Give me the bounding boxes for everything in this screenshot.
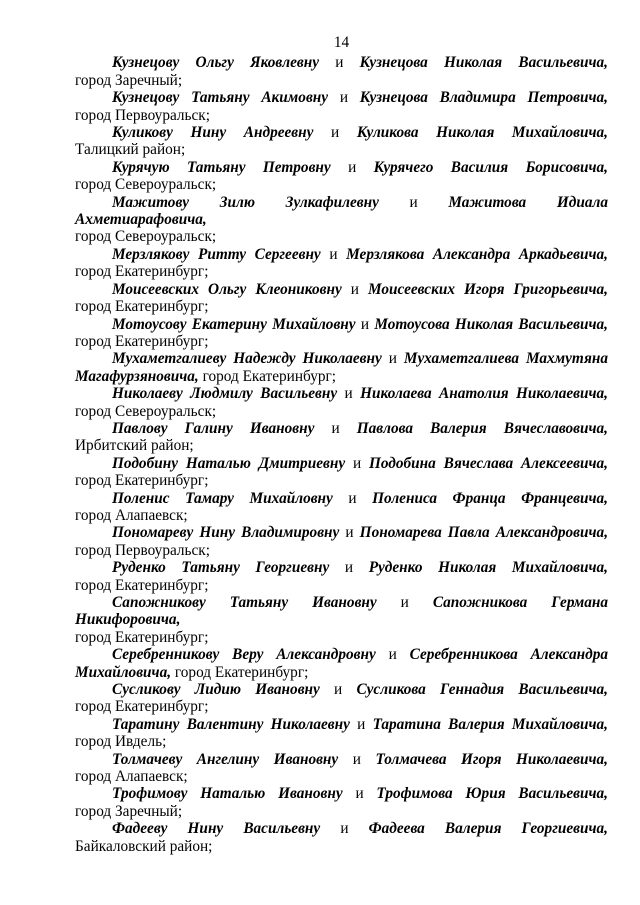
- wife-name: Сапожникову Татьяну Ивановну: [112, 594, 377, 611]
- wife-name: Фадееву Нину Васильевну: [112, 820, 321, 838]
- wife-name: Трофимову Наталью Ивановну: [112, 785, 343, 803]
- entry-place-line: [75, 263, 608, 280]
- place-name: город Екатеринбург;: [202, 367, 337, 385]
- wife-name: Кузнецову Татьяну Акимовну: [112, 89, 329, 107]
- husband-name: Трофимова Юрия Васильевича,: [376, 785, 608, 803]
- wife-name: Мажитову Зилю Зулкафилевну: [112, 193, 379, 211]
- husband-name: Полениса Франца Францевича,: [372, 489, 608, 507]
- list-item: [75, 820, 608, 855]
- entry-place-line: [75, 107, 608, 124]
- place-name: город Екатеринбург;: [75, 628, 209, 646]
- entry-place-line: [75, 368, 608, 385]
- place-name: город Алапаевск;: [75, 506, 188, 524]
- entry-names-line: [75, 820, 608, 837]
- entry-names-line: [75, 716, 608, 733]
- wife-name: Пономареву Нину Владимировну: [112, 524, 340, 542]
- place-name: город Екатеринбург;: [174, 663, 309, 681]
- entry-place-line: [75, 507, 608, 524]
- place-name: Байкаловский район;: [75, 837, 213, 855]
- list-item: [75, 594, 608, 646]
- place-name: город Заречный;: [75, 71, 183, 89]
- husband-name: Сусликова Геннадия Васильевича,: [356, 681, 609, 699]
- list-item: [75, 681, 608, 716]
- entry-names-line: [75, 751, 608, 768]
- list-item: [75, 785, 608, 820]
- wife-name: Толмачеву Ангелину Ивановну: [112, 750, 339, 768]
- conjunction: и: [348, 158, 357, 176]
- entry-names-line: [75, 559, 608, 576]
- wife-name: Кузнецову Ольгу Яковлевну: [112, 54, 320, 72]
- list-item: [75, 646, 608, 681]
- husband-name: Подобина Вячеслава Алексеевича,: [368, 454, 608, 472]
- list-item: [75, 716, 608, 751]
- list-item: [75, 281, 608, 316]
- entry-place-line: [75, 542, 608, 559]
- wife-name: Мотоусову Екатерину Михайловну: [112, 315, 356, 333]
- list-item: [75, 751, 608, 786]
- entry-place-line: [75, 333, 608, 350]
- entry-names-line: [75, 316, 608, 333]
- entry-place-line: [75, 698, 608, 715]
- husband-name: Мухаметгалиева Махмутяна: [403, 350, 608, 368]
- list-item: [75, 385, 608, 420]
- place-name: Ирбитский район;: [75, 437, 194, 455]
- list-item: [75, 420, 608, 455]
- place-name: город Первоуральск;: [75, 106, 210, 124]
- husband-name: Моисеевских Игоря Григорьевича,: [367, 280, 609, 298]
- list-item: [75, 316, 608, 351]
- conjunction: и: [335, 54, 344, 72]
- entry-names-line: [75, 54, 608, 71]
- husband-name: Кузнецова Николая Васильевича,: [359, 54, 609, 72]
- place-name: город Екатеринбург;: [75, 332, 209, 350]
- entry-place-line: [75, 803, 608, 820]
- conjunction: и: [352, 454, 362, 472]
- wife-name: Подобину Наталью Дмитриевну: [112, 454, 346, 472]
- conjunction: и: [348, 489, 357, 507]
- place-name: город Екатеринбург;: [75, 472, 209, 490]
- list-item: [75, 89, 608, 124]
- list-item: [75, 490, 608, 525]
- husband-name: Серебренникова Александра: [409, 646, 609, 664]
- husband-name: Мерзлякова Александра Аркадьевича,: [346, 245, 608, 263]
- entry-place-line: [75, 176, 608, 193]
- husband-name-tail: Михайловича,: [75, 663, 172, 681]
- husband-name: Сапожникова Германа Никифоровича,: [75, 594, 608, 629]
- husband-name: Толмачева Игоря Николаевича,: [375, 750, 608, 768]
- wife-name: Руденко Татьяну Георгиевну: [112, 559, 330, 577]
- wife-name: Куликову Нину Андреевну: [112, 124, 314, 142]
- wife-name: Курячую Татьяну Петровну: [112, 158, 331, 176]
- wife-name: Сусликову Лидию Ивановну: [112, 681, 320, 699]
- husband-name: Кузнецова Владимира Петровича,: [359, 89, 608, 107]
- list-item: [75, 194, 608, 246]
- entry-names-line: [75, 681, 608, 698]
- entry-names-line: [75, 159, 608, 176]
- entry-place-line: [75, 664, 608, 681]
- husband-name: Куликова Николая Михайловича,: [356, 124, 608, 142]
- conjunction: и: [339, 89, 349, 107]
- entry-names-line: [75, 594, 608, 629]
- list-item: [75, 159, 608, 194]
- entry-place-line: [75, 228, 608, 245]
- place-name: Талицкий район;: [75, 141, 186, 159]
- entry-names-line: [75, 124, 608, 141]
- conjunction: и: [409, 193, 418, 211]
- conjunction: и: [355, 785, 364, 803]
- entry-place-line: [75, 768, 608, 785]
- place-name: город Первоуральск;: [75, 541, 210, 559]
- wife-name: Поленис Тамару Михайловну: [112, 489, 333, 507]
- list-item: [75, 524, 608, 559]
- husband-name: Фадеева Валерия Георгиевича,: [368, 820, 608, 838]
- list-item: [75, 54, 608, 89]
- wife-name: Мерзлякову Ритту Сергеевну: [112, 245, 321, 263]
- place-name: город Заречный;: [75, 802, 183, 820]
- conjunction: и: [360, 315, 370, 333]
- entry-names-line: [75, 281, 608, 298]
- entry-place-line: [75, 838, 608, 855]
- husband-name: Таратина Валерия Михайловича,: [372, 715, 608, 733]
- entry-names-line: [75, 490, 608, 507]
- entry-names-line: [75, 89, 608, 106]
- entry-place-line: [75, 472, 608, 489]
- entry-place-line: [75, 437, 608, 454]
- entry-place-line: [75, 403, 608, 420]
- husband-name: Мажитова Идиала Ахметиарафовича,: [75, 193, 608, 229]
- conjunction: и: [329, 245, 338, 263]
- conjunction: и: [388, 350, 397, 368]
- entry-place-line: [75, 298, 608, 315]
- wife-name: Серебренникову Веру Александровну: [112, 646, 376, 664]
- conjunction: и: [345, 524, 354, 542]
- entry-names-line: [75, 524, 608, 541]
- list-item: [75, 559, 608, 594]
- conjunction: и: [357, 715, 366, 733]
- list-item: [75, 455, 608, 490]
- conjunction: и: [340, 820, 349, 838]
- place-name: город Алапаевск;: [75, 768, 188, 786]
- list-item: [75, 124, 608, 159]
- place-name: город Североуральск;: [75, 228, 217, 246]
- husband-name: Руденко Николая Михайловича,: [368, 559, 608, 577]
- entry-names-line: [75, 785, 608, 802]
- conjunction: и: [334, 681, 343, 699]
- conjunction: и: [352, 750, 361, 768]
- entry-names-line: [75, 455, 608, 472]
- wife-name: Моисеевских Ольгу Клеониковну: [112, 280, 342, 298]
- place-name: город Екатеринбург;: [75, 298, 209, 316]
- conjunction: и: [344, 385, 353, 403]
- place-name: город Екатеринбург;: [75, 698, 209, 716]
- conjunction: и: [344, 559, 354, 577]
- place-name: город Североуральск;: [75, 176, 217, 194]
- wife-name: Николаеву Людмилу Васильевну: [112, 385, 338, 403]
- entry-place-line: [75, 577, 608, 594]
- entry-names-line: [75, 646, 608, 663]
- place-name: город Ивдель;: [75, 733, 167, 751]
- husband-name: Пономарева Павла Александровича,: [359, 524, 609, 542]
- award-list: [75, 54, 608, 855]
- entry-place-line: [75, 629, 608, 646]
- page-number: 14: [333, 34, 350, 51]
- list-item: [75, 350, 608, 385]
- entry-place-line: [75, 733, 608, 750]
- entry-names-line: [75, 385, 608, 402]
- wife-name: Таратину Валентину Николаевну: [112, 715, 350, 733]
- entry-names-line: [75, 246, 608, 263]
- entry-names-line: [75, 350, 608, 367]
- entry-place-line: [75, 72, 608, 89]
- place-name: город Североуральск;: [75, 402, 217, 420]
- husband-name: Курячего Василия Борисовича,: [373, 158, 608, 176]
- place-name: город Екатеринбург;: [75, 263, 209, 281]
- conjunction: и: [331, 124, 340, 142]
- conjunction: и: [350, 280, 359, 298]
- husband-name: Николаева Анатолия Николаевича,: [360, 385, 608, 403]
- conjunction: и: [400, 594, 409, 611]
- wife-name: Павлову Галину Ивановну: [112, 419, 315, 437]
- list-item: [75, 246, 608, 281]
- entry-names-line: [75, 194, 608, 229]
- husband-name: Павлова Валерия Вячеславовича,: [356, 419, 608, 437]
- husband-name: Мотоусова Николая Васильевича,: [374, 315, 608, 333]
- wife-name: Мухаметгалиеву Надежду Николаевну: [112, 350, 382, 368]
- conjunction: и: [388, 646, 397, 664]
- entry-place-line: [75, 141, 608, 158]
- place-name: город Екатеринбург;: [75, 576, 209, 594]
- entry-names-line: [75, 420, 608, 437]
- husband-name-tail: Магафурзяновича,: [75, 367, 199, 385]
- document-page: [75, 34, 608, 855]
- conjunction: и: [331, 419, 340, 437]
